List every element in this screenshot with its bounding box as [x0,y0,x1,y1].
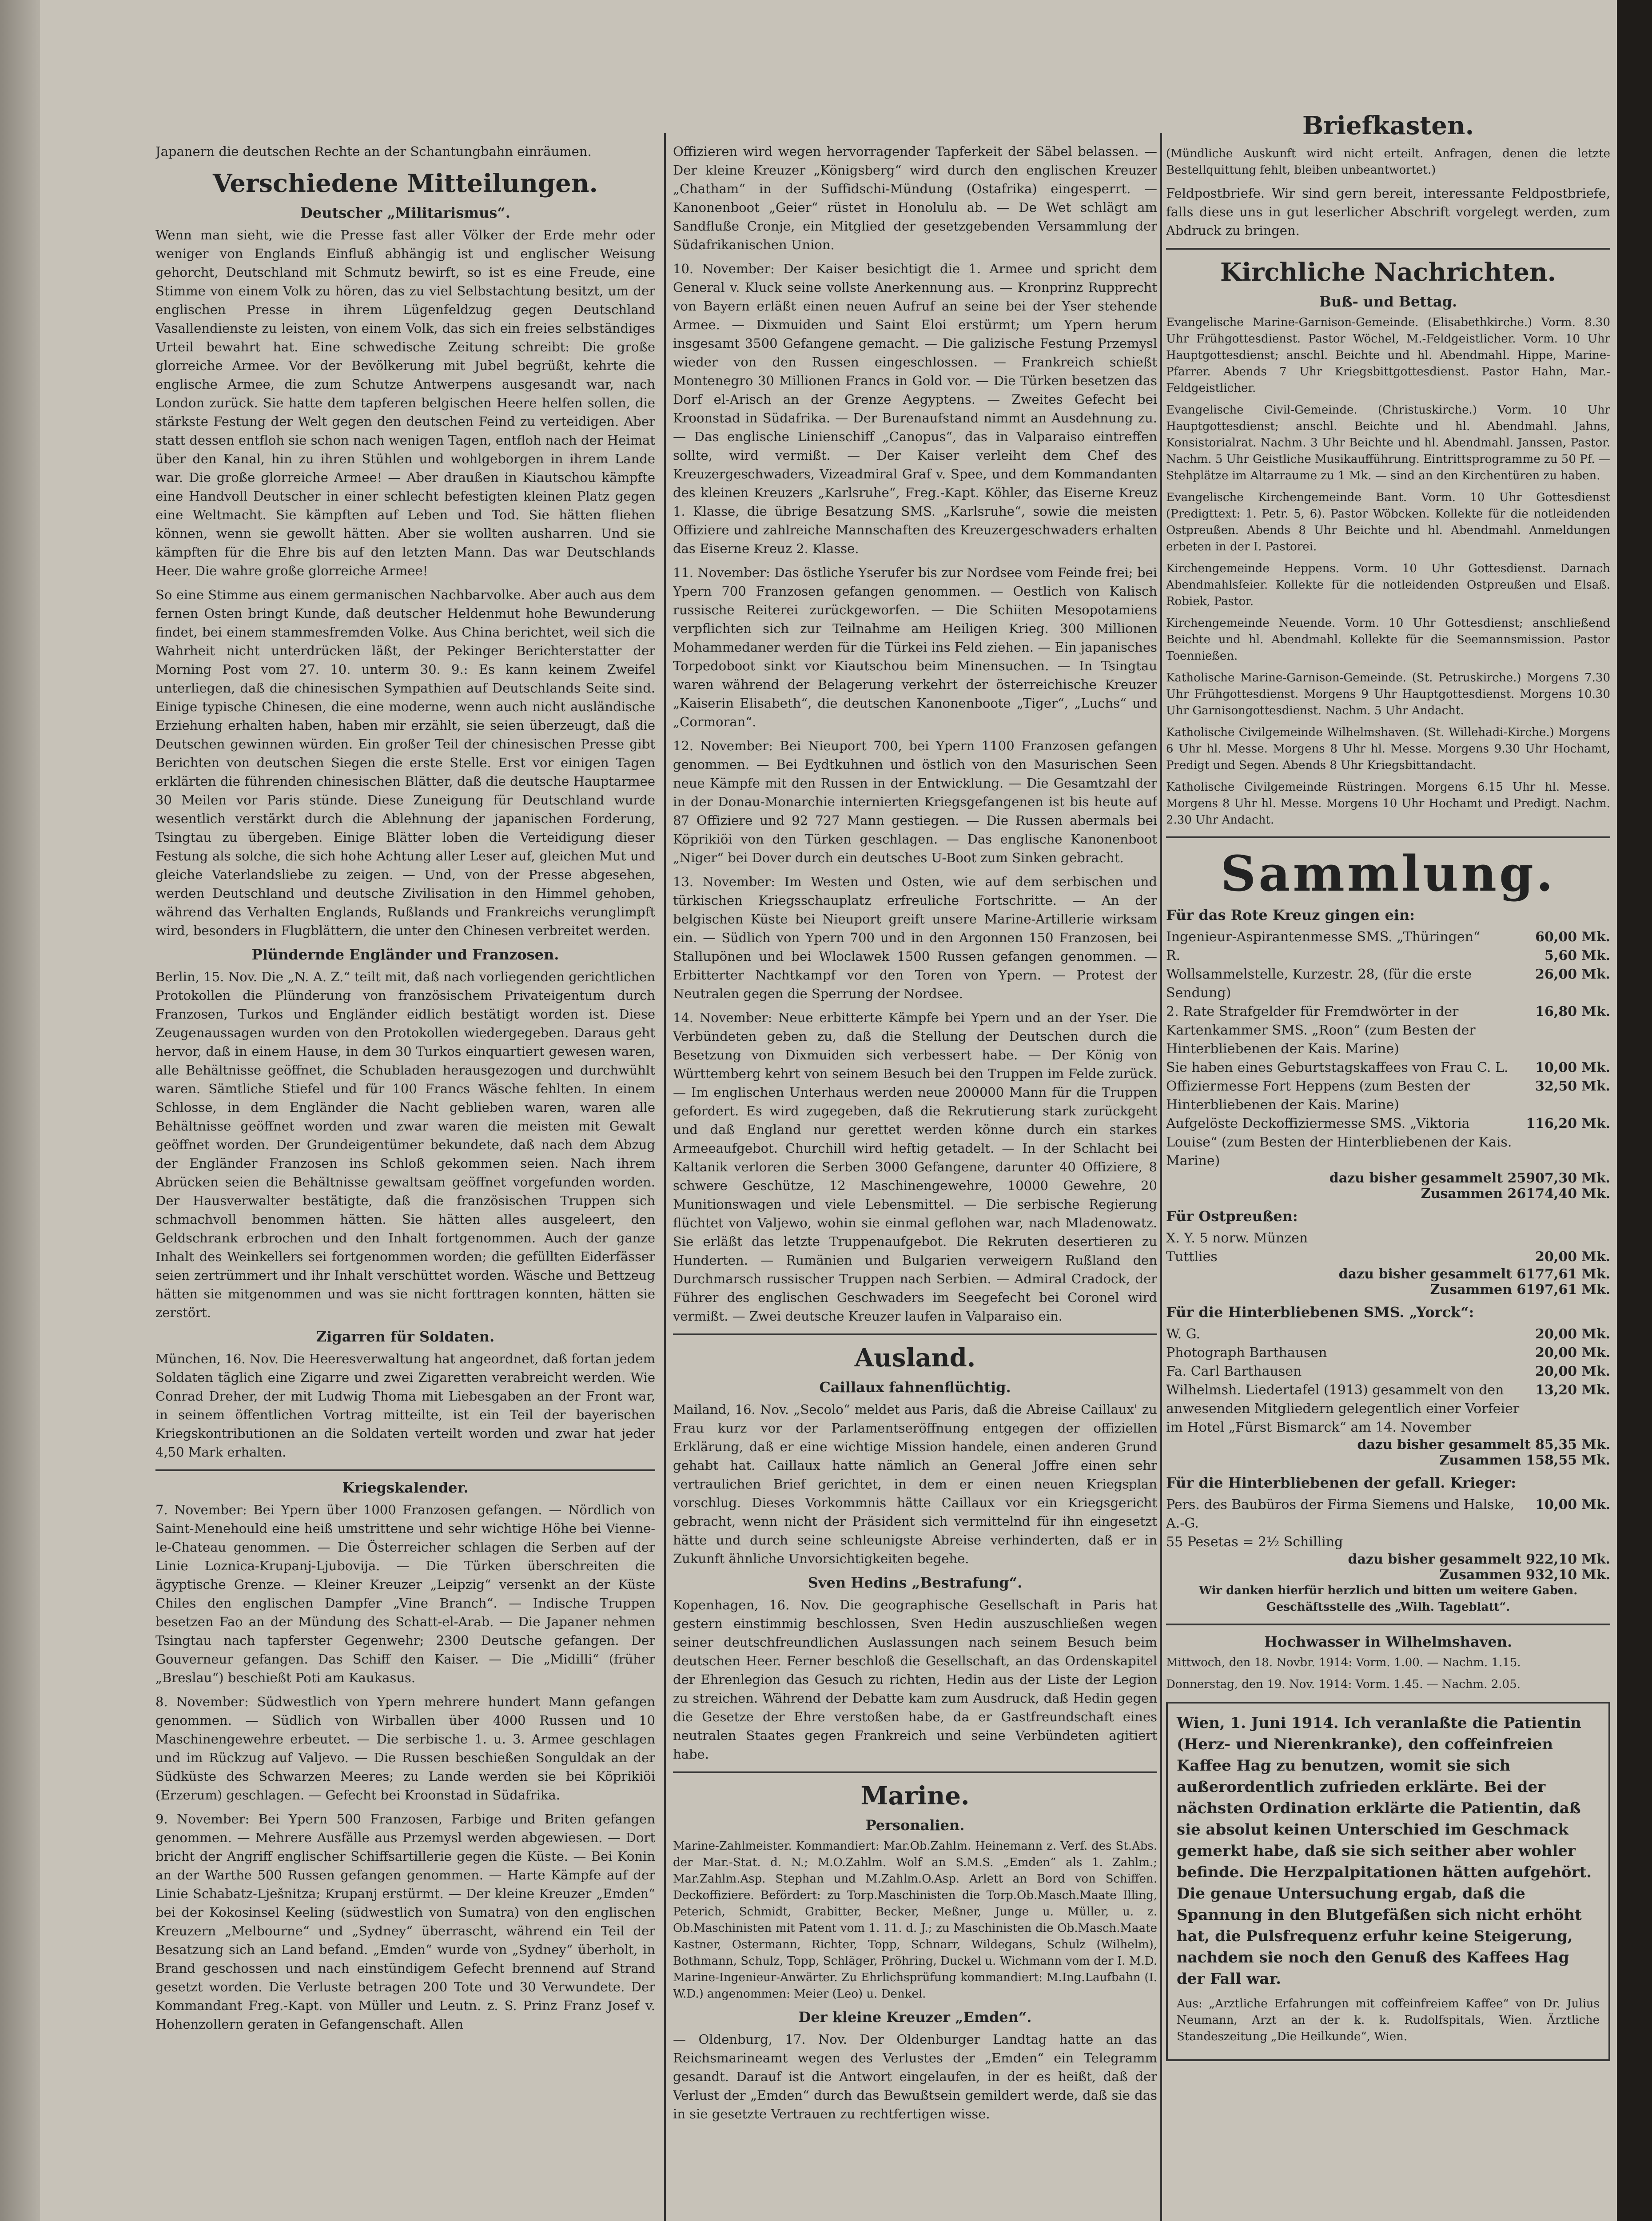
article-paragraph: München, 16. Nov. Die Heeresverwaltung hat angeordnet, daß fortan jedem Soldaten täglich eine Zigarre und zwei Zigaretten verabreicht werden. Wie Conrad Dreher, der mit Ludwig Thoma mit Liebesgaben an der Front war, in seinem öffentlichen Vortrag mitteilte, ist ein Teil der bayerischen Kriegskontributionen an die Soldaten verteilt worden und zwar hat jeder 4,50 Mark erhalten. [155,1351,655,1460]
section-title: Verschiedene Mitteilungen. [213,169,598,198]
marine-title: Marine. [860,1781,970,1811]
sammlung-title: Sammlung. [1220,845,1556,902]
donation-amount: 20,00 Mk. [1535,1345,1610,1361]
divider [1166,1624,1610,1625]
donation-amount: 20,00 Mk. [1535,1326,1610,1342]
donation-label: Fa. Carl Barthausen [1166,1364,1302,1379]
personalien-text: Marine-Zahlmeister. Kommandiert: Mar.Ob.Zahlm. Heinemann z. Verf. des St.Abs. der Mar.-Stat. d. N.; M.O.Zahlm. Wolf an S.M.S. „Emden“ als 1. Zahlm.; Mar.Zahlm.Asp. Stephan und M.Zahlm.O.Asp. Arlett an Bord von Schiffen. Deckoffiziere. Befördert: zu Torp.Maschinisten die Torp.Ob.Masch.Maate Illing, Peterich, Schmidt, Grabitter, Becker, Meßner, Junge u. Müller, u. z. Ob.Maschinisten mit Patent vom 1. 11. d. J.; zu Maschinisten die Ob.Masch.Maate Kastner, Ostermann, Richter, Topp, Schnarr, Wildegans, Schulz (Wilhelm), Bothmann, Schulz, Topp, Schläger, Pröhring, Duckel u. Wichmann vom der I. M.D. Marine-Ingenieur-Anwärter. Zu Ehrlichsprüfung kommandiert: M.Ing.Laufbahn (I. W.D.) angenommen: Meier (Leo) u. Denkel. [673,1839,1157,2001]
donation-total: Zusammen 6197,61 Mk. [1430,1282,1610,1298]
donation-amount: 60,00 Mk. [1535,929,1610,945]
donation-row [1166,947,1610,965]
donation-amount: 13,20 Mk. [1535,1382,1610,1398]
donation-row [1166,1248,1610,1266]
article-heading: Der kleine Kreuzer „Emden“. [798,2009,1032,2026]
donation-heading: Für die Hinterbliebenen SMS. „Yorck“: [1166,1304,1474,1321]
divider [1166,248,1610,250]
donation-heading: Für die Hinterbliebenen der gefall. Krieger: [1166,1474,1517,1491]
article-paragraph: So eine Stimme aus einem germanischen Nachbarvolke. Aber auch aus dem fernen Osten bringt Kunde, daß deutscher Heldenmut hohe Bewunderung findet, bei einem stammesfremden Volke. Aus China berichtet, weil sich die Wahrheit nicht unterdrücken läßt, der Pekinger Berichterstatter der Morning Post vom 27. 10. unterm 30. 9.: Es kann keinem Zweifel unterliegen, daß die chinesischen Sympathien auf Deutschlands Seite sind. Einige typische Chinesen, die eine moderne, wenn auch nicht ausländische Erziehung erhalten haben, haben mir erzählt, sie seien überzeugt, daß die Deutschen gewinnen würden. Ein großer Teil der chinesischen Presse gibt Berichten von deutschen Siegen die erste Stelle. Erst vor einigen Tagen erklärten die führenden chinesischen Blätter, daß die deutsche Hauptarmee 30 Meilen vor Paris stünde. Diese Zuneigung für Deutschland wurde wesentlich verstärkt durch die Ablehnung der japanischen Forderung, Tsingtau zu übergeben. Einige Blätter loben die Verteidigung dieser Festung als solche, die sich hohe Achtung aller Leser auf, gleichen Mut und gleiche Vaterlandsliebe zu zeigen. — Und, von der Presse abgesehen, werden Deutschland und deutsche Zivilisation in den Himmel gehoben, während das Verhalten Englands, Rußlands und Frankreichs verunglimpft wird, besonders in Flugblättern, die unter den Chinesen verbreitet werden. [155,587,655,938]
article-paragraph: Berlin, 15. Nov. Die „N. A. Z.“ teilt mit, daß nach vorliegenden gerichtlichen Protokollen die Plünderung von französischem Privateigentum durch Franzosen, Turkos und Engländer eidlich bestätigt worden ist. Diese Zeugenaussagen wurden von den Protokollen wiedergegeben. Daraus geht hervor, daß in einem Hause, in dem 30 Turkos einquartiert gewesen waren, alle Behältnisse geöffnet, die Schubladen herausgezogen und durchwühlt waren. Sämtliche Stiefel und für 100 Francs Wäsche fehlten. In einem Schlosse, in dem Engländer die Nacht geblieben waren, waren alle Behältnisse geöffnet worden und zwar waren die meisten mit Gewalt geöffnet worden. Der Grundeigentümer bekundete, daß nach dem Abzug der Engländer Franzosen ins Schloß gekommen seien. Nach ihrem Abrücken seien die Behältnisse gewaltsam geöffnet vorgefunden worden. Der Hausverwalter bestätigte, daß die französischen Truppen sich schmachvoll benommen hätten. Sie hätten alles ausgeleert, den Geldschrank erbrochen und den Inhalt fortgenommen. Auch der ganze Inhalt des Weinkellers sei fortgenommen worden; die gefüllten Eiderfässer seien zertrümmert und ihr Inhalt verschüttet worden. Wäsche und Bettzeug hätten sie mitgenommen und was sie nicht forttragen konnten, hätten sie zerstört. [155,969,655,1320]
article-heading: Kriegskalender. [342,1479,469,1496]
advertisement [1166,1702,1610,2061]
article-paragraph: 14. November: Neue erbitterte Kämpfe bei Ypern und an der Yser. Die Verbündeten geben zu, daß die Stellung der Deutschen durch die Besetzung von Dixmuiden sich verbessert habe. — Der König von Württemberg kehrt von seinem Besuch bei den Truppen im Felde zurück. — Im englischen Unterhaus werden neue 200000 Mann für die Truppen gefordert. Es wird zugegeben, daß die Rekrutierung stark zurückgeht und daß England nur gerettet werden könne durch ein starkes Armeeaufgebot. Churchill wird heftig getadelt. — In der Schlacht bei Kaltanik verloren die Serben 3000 Gefangene, darunter 40 Offiziere, 8 schwere Geschütze, 12 Maschinengewehre, 10000 Gewehre, 20 Munitionswagen und viele Lebensmittel. — Die serbische Regierung flüchtet von Valjewo, wohin sie einmal geflohen war, nach Mladenowatz. Sie erläßt das letzte Truppenaufgebot. Die Rekruten desertieren zu Hunderten. — Rumänien und Bulgarien verweigern Rußland den Durchmarsch russischer Truppen nach Serbien. — Admiral Cradock, der Führer des englischen Geschwaders im Seegefecht bei Coronel wird vermißt. — Zwei deutsche Kreuzer laufen in Valparaiso ein. [673,1010,1157,1324]
donation-label: W. G. [1166,1326,1201,1342]
binding-gutter [0,0,40,2221]
donation-row [1166,1381,1610,1437]
donation-total: Zusammen 26174,40 Mk. [1421,1186,1610,1202]
church-notice: Katholische Civilgemeinde Wilhelmshaven. (St. Willehadi-Kirche.) Morgens 6 Uhr hl. Messe. Morgens 8 Uhr hl. Messe. Morgens 9.30 Uhr Hochamt, Predigt und Segen. Abends 8 Uhr Kriegsbittandacht. [1166,726,1610,772]
donation-amount: 116,20 Mk. [1526,1116,1610,1131]
ad-text: Wien, 1. Juni 1914. Ich veranlaßte die Patientin (Herz- und Nierenkranke), den coffeinfreien Kaffee Hag zu benutzen, womit sie sich außerordentlich zufrieden erklärte. Bei der nächsten Ordination erklärte die Patientin, daß sie absolut keinen Unterschied im Geschmack gemerkt habe, daß sie sich seither aber wohler befinde. Die Herzpalpitationen hätten aufgehört. Die genaue Untersuchung ergab, daß die Spannung in den Blutgefäßen sich nicht erhöht hat, die Pulsfrequenz erfuhr keine Steigerung, nachdem sie noch den Genuß des Kaffees Hag der Fall war. [1177,1714,1592,1988]
ausland-title: Ausland. [854,1343,976,1373]
feldpost-text: Feldpostbriefe. Wir sind gern bereit, interessante Feldpostbriefe, falls diese uns in gut leserlicher Abschrift vorgelegt werden, zum Abdruck zu bringen. [1166,186,1610,238]
donation-label: Wollsammelstelle, Kurzestr. 28, (für die erste Sendung) [1166,967,1472,1001]
donation-label: Tuttlies [1166,1249,1218,1265]
article-paragraph: 7. November: Bei Ypern über 1000 Franzosen gefangen. — Nördlich von Saint-Menehould eine heiß umstrittene und sehr wichtige Höhe bei Vienne-le-Chateau genommen. — Die Österreicher schlagen die Serben auf der Linie Loznica-Krupanj-Ljubovija. — Die Türken überschreiten die ägyptische Grenze. — Kleiner Kreuzer „Leipzig“ versenkt an der Küste Chiles den englischen Dampfer „Vine Branch“. — Indische Truppen besetzen Fao an der Mündung des Schatt-el-Arab. — Die Japaner nehmen Tsingtau nach tapferster Gegenwehr; 2300 Deutsche gefangen. Der Gouverneur gefangen. Das Schiff den Kaiser. — Die „Midilli“ (früher „Breslau“) beschießt Poti am Kaukasus. [155,1502,655,1685]
tide-title: Hochwasser in Wilhelmshaven. [1264,1633,1513,1650]
donation-row [1166,1229,1610,1248]
donation-label: Offiziermesse Fort Heppens (zum Besten der Hinterbliebenen der Kais. Marine) [1166,1079,1470,1113]
briefkasten-title: Briefkasten. [1302,111,1474,140]
divider [673,1771,1157,1773]
article-heading: Deutscher „Militarismus“. [300,204,510,221]
donation-row [1166,1362,1610,1381]
donation-label: R. [1166,948,1181,963]
donation-amount: 16,80 Mk. [1535,1004,1610,1019]
donation-amount: 32,50 Mk. [1535,1079,1610,1094]
church-notice: Kirchengemeinde Heppens. Vorm. 10 Uhr Gottesdienst. Darnach Abendmahlsfeier. Kollekte für die notleidenden Ostpreußen und Elsaß. Robiek, Pastor. [1166,562,1610,608]
donation-row [1166,928,1610,947]
tide-line: Donnerstag, den 19. Nov. 1914: Vorm. 1.45. — Nachm. 2.05. [1166,1678,1521,1691]
column-rule [1160,133,1162,2221]
church-notice: Katholische Marine-Garnison-Gemeinde. (St. Petruskirche.) Morgens 7.30 Uhr Frühgottesdienst. Morgens 9 Uhr Hauptgottesdienst. Morgens 10.30 Uhr Garnisongottesdienst. Nachm. 5 Uhr Andacht. [1166,671,1610,717]
donation-row [1166,1496,1610,1533]
briefkasten-note: (Mündliche Auskunft wird nicht erteilt. Anfragen, denen die letzte Bestellquittung fehlt, bleiben unbeantwortet.) [1166,147,1610,177]
article-paragraph: 10. November: Der Kaiser besichtigt die 1. Armee und spricht dem General v. Kluck seine vollste Anerkennung aus. — Kronprinz Rupprecht von Bayern erläßt einen neuen Aufruf an seine bei der Yser stehende Armee. — Dixmuiden und Saint Eloi erstürmt; um Ypern herum insgesamt 3500 Gefangene gemacht. — Die galizische Festung Przemysl wieder von den Russen eingeschlossen. — Frankreich schießt Montenegro 30 Millionen Francs in Gold vor. — Die Türken besetzen das Dorf el-Arisch an der Grenze Aegyptens. — Zweites Gefecht bei Kroonstad in Südafrika. — Der Burenaufstand nimmt an Ausdehnung zu. — Das englische Linienschiff „Canopus“, das in Valparaiso eintreffen sollte, wird vermißt. — Der Kaiser verleiht dem Chef des Kreuzergeschwaders, Vizeadmiral Graf v. Spee, und dem Kommandanten des kleinen Kreuzers „Karlsruhe“, Freg.-Kapt. Köhler, das Eiserne Kreuz 1. Klasse, die übrige Besatzung SMS. „Karlsruhe“, sowie die meisten Offiziere und zahlreiche Mannschaften des Kreuzergeschwaders erhalten das Eiserne Kreuz 2. Klasse. [673,261,1157,556]
article-paragraph: Offizieren wird wegen hervorragender Tapferkeit der Säbel belassen. — Der kleine Kreuzer „Königsberg“ wird durch den englischen Kreuzer „Chatham“ in der Suffidschi-Mündung (Ostafrika) eingesperrt. — Kanonenboot „Geier“ rüstet in Honolulu ab. — De Wet schlägt am Sandfluße Cronje, ein Mitglied der gesetzgebenden Versammlung der Südafrikanischen Union. [673,144,1157,252]
kirchliche-subtitle: Buß- und Bettag. [1319,293,1457,310]
donation-previous: dazu bisher gesammelt 85,35 Mk. [1357,1437,1610,1453]
donation-row [1166,1059,1610,1077]
donation-label: Wilhelmsh. Liedertafel (1913) gesammelt von den anwesenden Mitgliedern gelegentlich einer Vorfeier im Hotel „Fürst Bismarck“ am 14. November [1166,1382,1520,1435]
donation-amount: 26,00 Mk. [1535,967,1610,982]
donation-amount: 10,00 Mk. [1535,1497,1610,1513]
church-notice: Evangelische Marine-Garnison-Gemeinde. (Elisabethkirche.) Vorm. 8.30 Uhr Frühgottesdienst. Pastor Wöchel, M.-Feldgeistlicher. Vorm. 10 Uhr Hauptgottesdienst; anschl. Beichte und hl. Abendmahl. Hippe, Marine-Pfarrer. Abends 7 Uhr Kriegsbittgottesdienst. Pastor Hahn, Mar.-Feldgeistlicher. [1166,316,1610,395]
divider [673,1333,1157,1335]
article-paragraph: 8. November: Südwestlich von Ypern mehrere hundert Mann gefangen genommen. — Südlich von Wirballen über 4000 Russen und 10 Maschinengewehre erbeutet. — Die serbische 1. u. 3. Armee geschlagen und im Rückzug auf Valjevo. — Die Russen beschießen Songuldak an der Südküste des Schwarzen Meeres; zu Lande werden sie bei Köprikiöi (Erzerum) geschlagen. — Gefecht bei Kroonstad in Südafrika. [155,1694,655,1803]
column-middle [673,0,1157,2221]
article-paragraph: — Oldenburg, 17. Nov. Der Oldenburger Landtag hatte an das Reichsmarineamt wegen des Verlustes der „Emden“ ein Telegramm gesandt. Darauf ist die Antwort eingelaufen, in der es heißt, daß der Verlust der „Emden“ durch das Bewußtsein gemildert werde, daß sie das in sie gesetzte Vertrauen zu rechtfertigen wisse. [673,2032,1157,2121]
donation-row [1166,965,1610,1003]
column-right [1166,0,1610,2221]
divider [155,1469,655,1471]
article-paragraph: Kopenhagen, 16. Nov. Die geographische Gesellschaft in Paris hat gestern einstimmig beschlossen, Sven Hedin auszuschließen wegen seiner deutschfreundlichen Auslassungen nach seinem Besuch beim deutschen Heer. Ferner beschloß die Gesellschaft, an das Ordenskapitel der Ehrenlegion das Gesuch zu richten, Hedin aus der Liste der Legion zu streichen. Während der Debatte kam zum Ausdruck, daß Hedin gegen die Gesetze der Ehre verstoßen habe, da er Gastfreundschaft eines neutralen Staates gegen Frankreich und seine Verbündeten agitiert habe. [673,1597,1157,1762]
article-heading: Caillaux fahnenflüchtig. [819,1379,1011,1396]
donation-label: 2. Rate Strafgelder für Fremdwörter in der Kartenkammer SMS. „Roon“ (zum Besten der Hinterbliebenen der Kais. Marine) [1166,1004,1476,1057]
donation-amount: 5,60 Mk. [1545,948,1610,963]
article-heading: Zigarren für Soldaten. [316,1328,495,1345]
column-rule [664,133,666,2221]
donation-label: Aufgelöste Deckoffiziermesse SMS. „Viktoria Louise“ (zum Besten der Hinterbliebenen der Kais. Marine) [1166,1116,1512,1169]
donation-label: Ingenieur-Aspirantenmesse SMS. „Thüringen“ [1166,929,1481,945]
divider [1166,836,1610,838]
donation-row [1166,1344,1610,1362]
donation-amount: 10,00 Mk. [1535,1060,1610,1075]
church-notice: Kirchengemeinde Neuende. Vorm. 10 Uhr Gottesdienst; anschließend Beichte und hl. Abendmahl. Kollekte für die Seemannsmission. Pastor Toennießen. [1166,617,1610,663]
article-heading: Sven Hedins „Bestrafung“. [808,1574,1023,1591]
church-notice: Katholische Civilgemeinde Rüstringen. Morgens 6.15 Uhr hl. Messe. Morgens 8 Uhr hl. Messe. Morgens 10 Uhr Hochamt und Predigt. Nachm. 2.30 Uhr Andacht. [1166,780,1610,827]
tide-line: Mittwoch, den 18. Novbr. 1914: Vorm. 1.00. — Nachm. 1.15. [1166,1656,1521,1669]
intro-text: Japanern die deutschen Rechte an der Schantungbahn einräumen. [155,144,592,159]
thanks-note: Wir danken hierfür herzlich und bitten um weitere Gaben. Geschäftsstelle des „Wilh. Tageblatt“. [1198,1584,1578,1614]
donation-previous: dazu bisher gesammelt 922,10 Mk. [1348,1552,1610,1567]
article-paragraph: Mailand, 16. Nov. „Secolo“ meldet aus Paris, daß die Abreise Caillaux' zu Frau kurz vor der Parlamentseröffnung entgegen der offiziellen Erklärung, daß er eine wichtige Mission handele, einen anderen Grund gehabt hat. Caillaux hatte nämlich an General Joffre einen sehr vertraulichen Brief gerichtet, in dem er einen neuen Kriegsplan vorschlug. Dieses Vorkommnis hätte Caillaux vor ein Kriegsgericht gebracht, wenn nicht der Präsident sich vermittelnd für ihn eingesetzt hätte und durch seine schleunigste Abreise verhinderten, daß er in Zukunft ähnliche Unvorsichtigkeiten begehe. [673,1402,1157,1566]
article-paragraph: 11. November: Das östliche Yserufer bis zur Nordsee vom Feinde frei; bei Ypern 700 Franzosen gefangen genommen. — Oestlich von Kalisch russische Reiterei zurückgeworfen. — Die Schiiten Mesopotamiens verpflichten sich zur Teilnahme am Heiligen Krieg. 300 Millionen Mohammedaner werden für die Türkei ins Feld ziehen. — Ein japanisches Torpedoboot sinkt vor Kiautschou beim Minensuchen. — In Tsingtau waren während der Belagerung verkehrt der österreichische Kreuzer „Kaiserin Elisabeth“, die deutschen Kanonenboote „Tiger“, „Luchs“ und „Cormoran“. [673,565,1157,729]
donation-row [1166,1003,1610,1059]
personalien-heading: Personalien. [865,1817,965,1834]
church-notice: Evangelische Kirchengemeinde Bant. Vorm. 10 Uhr Gottesdienst (Predigttext: 1. Petr. 5, 6). Pastor Wöbcken. Kollekte für die notleidenden Ostpreußen. Abends 8 Uhr Beichte und hl. Abendmahl. Anmeldungen erbeten in der I. Pastorei. [1166,491,1610,553]
article-paragraph: Wenn man sieht, wie die Presse fast aller Völker der Erde mehr oder weniger von Englands Einfluß abhängig ist und englischer Weisung gehorcht, Deutschland mit Schmutz bewirft, so ist es eine Freude, eine Stimme von einem Volk zu hören, das zu viel Selbstachtung besitzt, um der englischen Presse in ihrem Lügenfeldzug gegen Deutschland Vasallendienste zu leisten, von einem Volk, das sich ein freies selbständiges Urteil bewahrt hat. Eine schwedische Zeitung schreibt: Die große glorreiche Armee. Vor der Bevölkerung mit Jubel begrüßt, kehrte die englische Armee, die zum Schutze Antwerpens ausgesandt war, nach London zurück. Sie hatte dem tapferen belgischen Heere helfen sollen, die stärkste Festung der Welt gegen den deutschen Feind zu verteidigen. Aber statt dessen entfloh sie schon nach wenigen Tagen, entfloh nach der Heimat über den Kanal, hin zu ihren Stühlen und wohlgeborgen in ihrem Lande war. Die große glorreiche Armee! — Aber draußen in Kiautschou kämpfte eine Handvoll Deutscher in einer schlecht befestigten kleinen Platz gegen eine Weltmacht. Sie kämpften auf Leben und Tod. Sie hätten fliehen können, wenn sie gewollt hätten. Aber sie wollten ausharren. Und sie kämpften für die Ehre bis auf den letzten Mann. Das war Deutschlands Heer. Die wahre große glorreiche Armee! [155,227,655,578]
article-paragraph: 13. November: Im Westen und Osten, wie auf dem serbischen und türkischen Kriegsschauplatz erfreuliche Fortschritte. — An der belgischen Küste bei Nieuport greift unsere Marine-Artillerie wirksam ein. — Südlich von Ypern 700 und in den Argonnen 150 Franzosen, bei Stallupönen und bei Wloclawek 1500 Russen gefangen genommen. — Erbitterter Nachtkampf vor den Toren von Ypern. — Protest der Neutralen gegen die Sperrung der Nordsee. [673,874,1157,1001]
article-heading: Plündernde Engländer und Franzosen. [251,946,559,963]
donation-row [1166,1533,1610,1552]
church-notice: Evangelische Civil-Gemeinde. (Christuskirche.) Vorm. 10 Uhr Hauptgottesdienst; anschl. Beichte und hl. Abendmahl. Jahns, Konsistorialrat. Nachm. 3 Uhr Beichte und hl. Abendmahl. Janssen, Pastor. Nachm. 5 Uhr Geistliche Musikaufführung. Eintrittsprogramme zu 50 Pf. — Stehplätze im Altarraume zu 1 Mk. — sind an den Kirchentüren zu haben. [1166,403,1610,482]
donation-label: Photograph Barthausen [1166,1345,1327,1361]
donation-previous: dazu bisher gesammelt 6177,61 Mk. [1338,1266,1610,1282]
donation-total: Zusammen 158,55 Mk. [1439,1453,1610,1468]
donation-heading: Für Ostpreußen: [1166,1208,1298,1225]
donation-label: X. Y. 5 norw. Münzen [1166,1230,1308,1246]
donation-heading: Für das Rote Kreuz gingen ein: [1166,907,1415,923]
donation-label: 55 Pesetas = 2½ Schilling [1166,1534,1343,1550]
donation-amount: 20,00 Mk. [1535,1249,1610,1265]
donation-row [1166,1325,1610,1344]
article-paragraph: 12. November: Bei Nieuport 700, bei Ypern 1100 Franzosen gefangen genommen. — Bei Eydtkuhnen und östlich von den Masurischen Seen neue Kämpfe mit den Russen in der Entwicklung. — Die Gesamtzahl der in der Donau-Monarchie internierten Kriegsgefangenen ist bis heute auf 87 Offiziere und 92 727 Mann gestiegen. — Die Russen abermals bei Köprikiöi von den Türken geschlagen. — Das englische Kanonenboot „Niger“ bei Dover durch ein deutsches U-Boot zum Sinken gebracht. [673,738,1157,865]
donation-row [1166,1077,1610,1114]
ad-source: Aus: „Arztliche Erfahrungen mit coffeinfreiem Kaffee“ von Dr. Julius Neumann, Arzt an der k. k. Rudolfspitals, Wien. Ärztliche Standeszeitung „Die Heilkunde“, Wien. [1177,1997,1600,2043]
donation-label: Sie haben eines Geburtstagskaffees von Frau C. L. [1166,1060,1509,1075]
donation-row [1166,1114,1610,1170]
column-left [155,0,655,2221]
kirchliche-title: Kirchliche Nachrichten. [1220,258,1556,287]
donation-previous: dazu bisher gesammelt 25907,30 Mk. [1329,1170,1610,1186]
page-edge [1617,0,1652,2221]
article-paragraph: 9. November: Bei Ypern 500 Franzosen, Farbige und Briten gefangen genommen. — Mehrere Ausfälle aus Przemysl werden abgewiesen. — Dort bricht der Angriff englischer Schiffsartillerie gegen die Küste. — Bei Konin an der Warthe 500 Russen gefangen genommen. — Harte Kämpfe auf der Linie Schabatz-Lješnitza; Krupanj erstürmt. — Der kleine Kreuzer „Emden“ bei der Kokosinsel Keeling (südwestlich von Sumatra) von den englischen Kreuzern „Melbourne“ und „Sydney“ überrascht, während ein Teil der Besatzung sich an Land befand. „Emden“ wurde von „Sydney“ überholt, in Brand geschossen und nach einstündigem Gefecht brennend auf Strand gesetzt worden. Die Verluste betragen 200 Tote und 30 Verwundete. Der Kommandant Freg.-Kapt. von Müller und Leutn. z. S. Prinz Franz Josef v. Hohenzollern geraten in Gefangenschaft. Allen [155,1811,655,2032]
donation-amount: 20,00 Mk. [1535,1364,1610,1379]
donation-total: Zusammen 932,10 Mk. [1439,1567,1610,1583]
donation-label: Pers. des Baubüros der Firma Siemens und Halske, A.-G. [1166,1497,1515,1531]
